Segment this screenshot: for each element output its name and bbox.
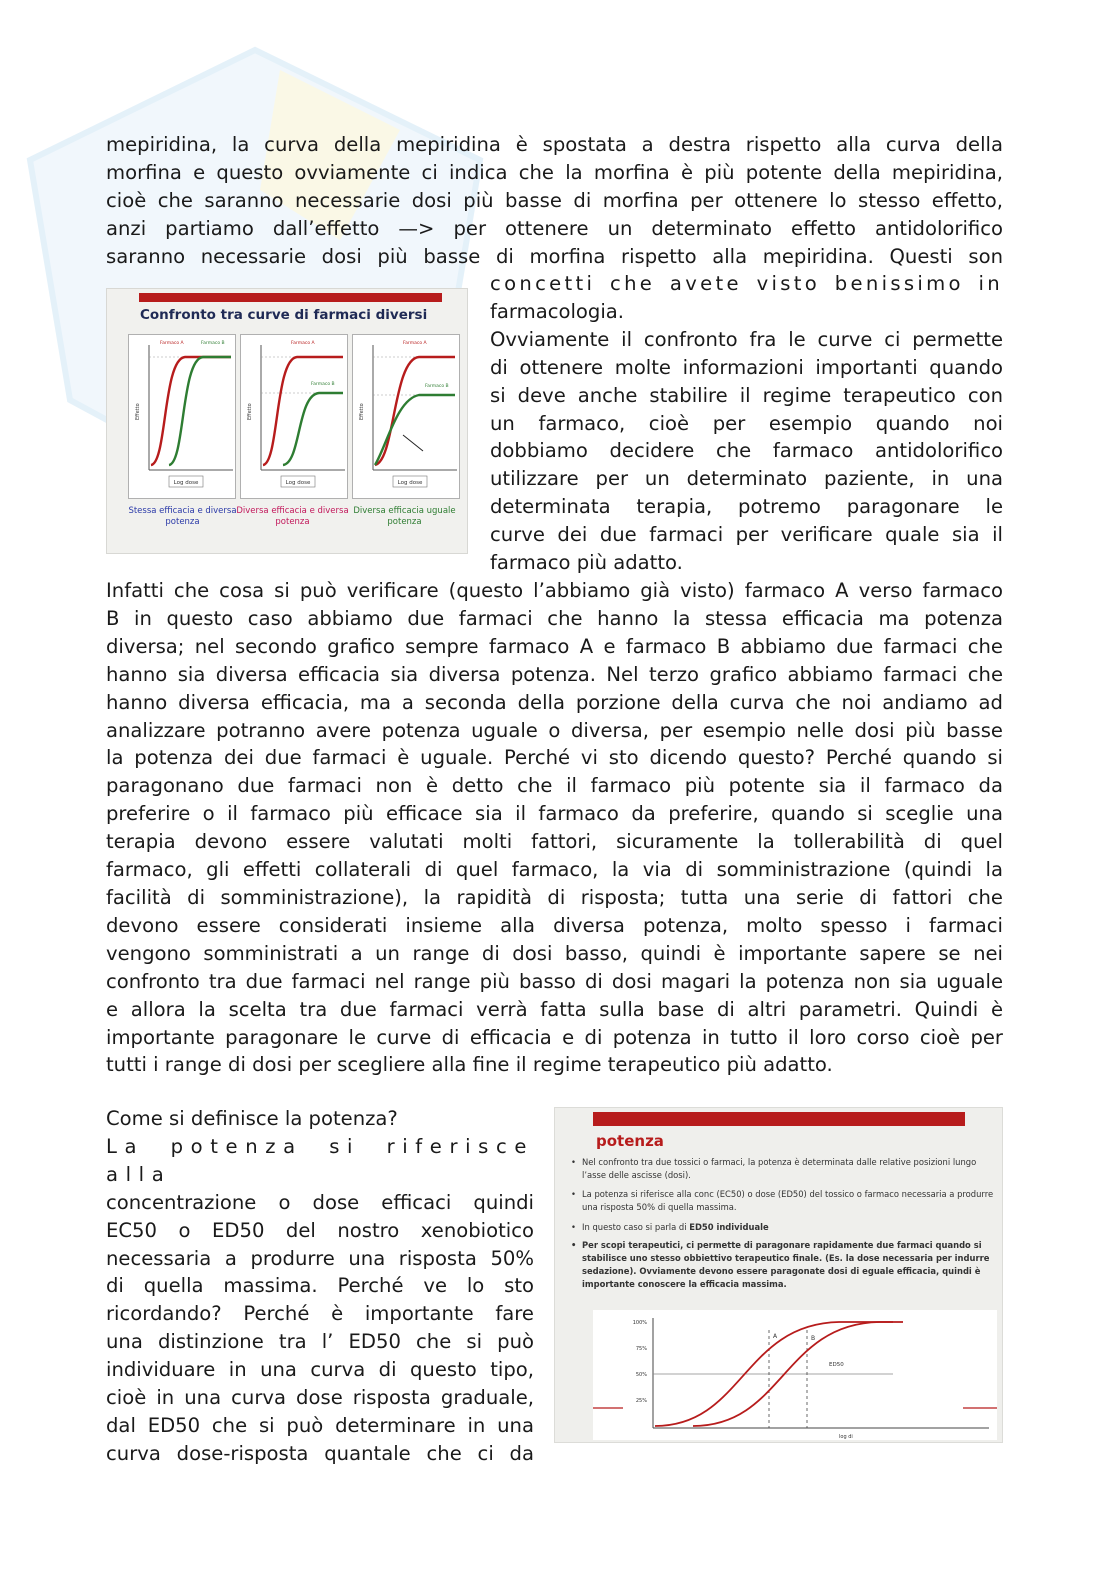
text-line: una distinzione tra l’ ED50 che si può [106, 1330, 534, 1354]
figure-title: Confronto tra curve di farmaci diversi [140, 307, 428, 323]
text-line: curve dei due farmaci per verificare quale sia il [490, 523, 1003, 547]
legend-farmaco-a: Farmaco A [403, 341, 427, 346]
legend-farmaco-a: Farmaco A [291, 341, 315, 346]
x-axis-label: Log dose [285, 480, 311, 486]
text-line: cioè in una curva dose risposta graduale, [106, 1386, 534, 1410]
bullet-item: • Nel confronto tra due tossici o farmaci, la potenza è determinata dalle relative posizioni lungo l’asse delle ascisse (dosi). [571, 1157, 977, 1180]
dose-response-chart-2 [241, 335, 349, 500]
text-line: analizzare potranno avere potenza uguale o diversa, per esempio nelle dosi più basse [106, 718, 1003, 742]
panel-caption-1: Stessa efficacia e diversa potenza [128, 506, 237, 527]
text-line: si deve anche stabilire il regime terapeutico con [490, 383, 1003, 407]
text-line: confronto tra due farmaci nel range più basso di dosi magari la potenza non sia uguale [106, 969, 1003, 993]
text-line: Infatti che cosa si può verificare (questo l’abbiamo già visto) farmaco A verso farmaco [106, 579, 1003, 602]
text-line: farmacologia. [490, 299, 625, 323]
text-line: e allora la scelta tra due farmaci verrà fatta sulla base di altri parametri. Quindi è [106, 997, 1003, 1021]
legend-farmaco-b: Farmaco B [425, 384, 449, 389]
text-line: hanno diversa efficacia, ma a seconda della porzione della curva che noi andiamo ad [106, 690, 1003, 714]
text-line: diversa; nel secondo grafico sempre farmaco A e farmaco B abbiamo due farmaci che [106, 634, 1003, 658]
dose-response-chart-3 [353, 335, 461, 500]
text-line: di quella massima. Perché ve lo sto [106, 1274, 534, 1298]
chart-panel-1 [128, 334, 236, 499]
legend-farmaco-b: Farmaco B [311, 382, 335, 387]
text-line: dobbiamo decidere che farmaco antidolorifico [490, 439, 1003, 463]
paragraph-confronto-curve [490, 270, 1003, 577]
text-line: La potenza si riferisce alla [106, 1134, 534, 1186]
legend-farmaco-a: Farmaco A [160, 341, 184, 346]
figure-confronto-curve [106, 288, 468, 554]
paragraph-definizione-potenza [106, 1105, 534, 1468]
y-tick-75: 75% [635, 1346, 647, 1352]
text-line: vengono somministrati a un range di dosi basso, quindi è importante sapere se nei [106, 941, 1003, 965]
curve-farmaco-b [169, 357, 231, 465]
text-line: curva dose-risposta quantale che ci da [106, 1441, 534, 1465]
text-line: la potenza dei due farmaci è uguale. Perché vi sto dicendo questo? Perché quando si [106, 746, 1003, 770]
text-line: concentrazione o dose efficaci quindi [106, 1190, 534, 1214]
slide-header-bar [139, 293, 442, 302]
text-line: importante paragonare le curve di efficacia e di potenza in tutto il loro corso cioè per [106, 1025, 1003, 1049]
bullet-item: • La potenza si riferisce alla conc (EC50) o dose (ED50) del tossico o farmaco necessaria a produrre una risposta 50% di quella massima. [571, 1189, 994, 1212]
y-tick-25: 25% [635, 1398, 647, 1404]
text-line: concetti che avete visto benissimo in [490, 272, 1003, 295]
y-axis-label: Effetto [135, 403, 141, 420]
paragraph-intro [106, 131, 1003, 271]
text-line: determinata terapia, potremo paragonare le [490, 495, 1003, 519]
figure-potenza-slide [554, 1107, 1003, 1443]
text-line: devono essere considerati insieme alla diversa potenza, molto spesso i farmaci [106, 913, 1003, 937]
text-line: mepiridina, la curva della mepiridina è spostata a destra rispetto alla curva della [106, 133, 1003, 156]
text-line: facilità di somministrazione), la rapidità di risposta; tutta una serie di fattori che [106, 885, 1003, 909]
x-axis-label: log di [839, 1434, 853, 1440]
x-axis-label: Log dose [173, 480, 199, 486]
y-axis-label: Effetto [359, 403, 365, 420]
text-line: di ottenere molte informazioni importanti quando [490, 355, 1003, 379]
curve-farmaco-b [375, 395, 455, 465]
slide-title: potenza [596, 1132, 664, 1150]
y-tick-50: 50% [635, 1372, 647, 1378]
text-line: cioè che saranno necessarie dosi più basse di morfina per ottenere lo stesso effetto, [106, 188, 1003, 212]
panel-caption-3: Diversa efficacia uguale potenza [353, 506, 456, 527]
text-line: terapia devono essere valutati molti fattori, sicuramente la tollerabilità di quel [106, 830, 1003, 854]
dose-response-chart-1 [129, 335, 237, 500]
text-line: dal ED50 che si può determinare in una [106, 1413, 534, 1437]
section-question: Come si definisce la potenza? [106, 1107, 398, 1130]
text-line: preferire o il farmaco più efficace sia il farmaco da preferire, quando si sceglie una [106, 802, 1003, 826]
text-line: utilizzare per un determinato paziente, in una [490, 467, 1003, 491]
text-line: hanno sia diversa efficacia sia diversa potenza. Nel terzo grafico abbiamo farmaci che [106, 662, 1003, 686]
text-line: necessaria a produrre una risposta 50% [106, 1246, 534, 1270]
chart-panel-3 [352, 334, 460, 499]
paragraph-efficacia-potenza [106, 577, 1003, 1079]
bullet-item: • Per scopi terapeutici, ci permette di paragonare rapidamente due farmaci quando si stabilisce uno stesso obbiettivo terapeutico finale. (Es. la dose necessaria per indurre sedazione). Ovviamente devono essere paragonate dosi di eguale efficacia, quindi è importante conoscere la efficacia massima. [571, 1240, 990, 1289]
slide-header-bar [593, 1112, 965, 1126]
legend-farmaco-b: Farmaco B [201, 341, 225, 346]
text-line: un farmaco, cioè per esempio quando noi [490, 411, 1003, 435]
text-line: ricordando? Perché è importante fare [106, 1302, 534, 1326]
text-line: paragonano due farmaci non è detto che il farmaco più potente sia il farmaco da [106, 774, 1003, 798]
text-line: farmaco, gli effetti collaterali di quel farmaco, la via di somministrazione (quindi la [106, 858, 1003, 882]
text-line: tutti i range di dosi per scegliere alla fine il regime terapeutico più adatto. [106, 1053, 833, 1077]
curve-farmaco-a [263, 357, 343, 465]
curve-label-b: B [811, 1335, 816, 1342]
y-tick-100: 100% [632, 1320, 647, 1326]
panel-caption-2: Diversa efficacia e diversa potenza [236, 506, 349, 527]
ed50-plot [593, 1310, 997, 1440]
text-line: B in questo caso abbiamo due farmaci che hanno la stessa efficacia ma potenza [106, 606, 1003, 630]
y-axis-label: Effetto [247, 403, 253, 420]
text-line: EC50 o ED50 del nostro xenobiotico [106, 1218, 534, 1242]
text-line: anzi partiamo dall’effetto —> per ottenere un determinato effetto antidolorifico [106, 216, 1003, 240]
text-line: Ovviamente il confronto fra le curve ci permette [490, 327, 1003, 351]
chart-panel-2 [240, 334, 348, 499]
x-axis-label: Log dose [397, 480, 423, 486]
ed50-annotation: ED50 [829, 1362, 844, 1368]
curve-farmaco-a [375, 357, 455, 465]
text-line: farmaco più adatto. [490, 551, 683, 575]
curve-label-a: A [773, 1333, 778, 1340]
curve-farmaco-b [283, 393, 343, 465]
ed50-dose-response-chart [593, 1310, 997, 1440]
text-line: morfina e questo ovviamente ci indica che la morfina è più potente della mepiridina, [106, 160, 1003, 184]
text-line: saranno necessarie dosi più basse di morfina rispetto alla mepiridina. Questi son [106, 244, 1003, 268]
text-line: individuare in una curva di questo tipo, [106, 1358, 534, 1382]
bullet-item: • In questo caso si parla di ED50 individuale [571, 1222, 769, 1232]
